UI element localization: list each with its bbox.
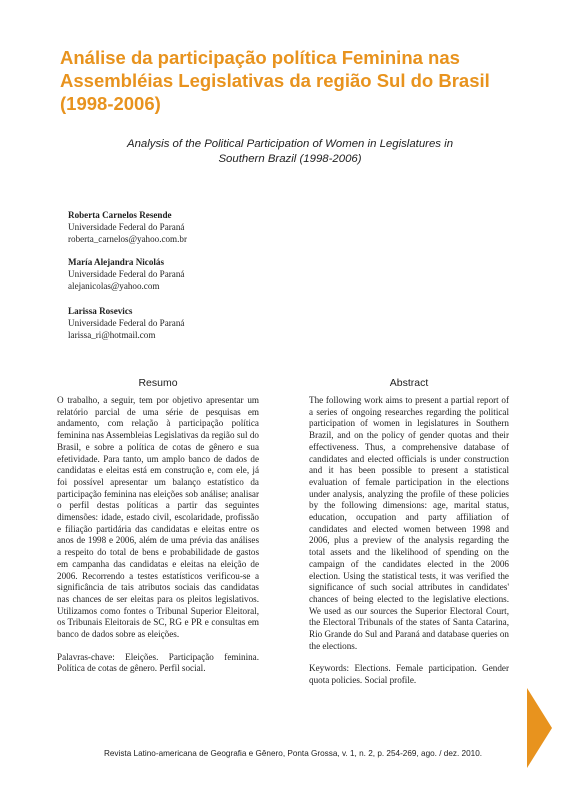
author-affiliation: Universidade Federal do Paraná (68, 222, 185, 232)
abstract-section (309, 395, 509, 687)
author-block (68, 256, 184, 292)
article-title-line: Análise da participação política Feminina nas (60, 47, 460, 68)
author-affiliation: Universidade Federal do Paraná (68, 318, 185, 328)
english-title-line: Southern Brazil (1998-2006) (218, 153, 362, 165)
author-email: alejanicolas@yahoo.com (68, 281, 160, 291)
resumo-text: O trabalho, a seguir, tem por objetivo apresentar um relatório parcial de uma série de pesquisas em andamento, com relação à participação política feminina nas Assembleias Legislativas da região sul do Brasil, e sobre a política de cotas de gênero e sua efetividade. Para tanto, um amplo banco de dados de candidatas e eleitas está em construção e, com ele, já foi possível apresentar um balanço estatístico da participação feminina nas eleições sob análise; analisar o perfil destas políticas a partir das seguintes dimensões: idade, estado civil, escolaridade, profissão e filiação partidária das candidatas e eleitas entre os anos de 1998 e 2006, além de uma prévia das análises a respeito do total de bens e probabilidade de gastos em campanha das candidatas e eleitas na eleição de 2006. Recorrendo a testes estatísticos verificou-se a significância de tais atributos sociais das candidatas nas chances de ser eleitas para os pleitos legislativos. Utilizamos como fontes o Tribunal Superior Eleitoral, os Tribunais Eleitorais de SC, RG e PR e consultas em banco de dados sobre as eleições. (57, 395, 259, 640)
chevron-right-icon[interactable] (527, 688, 552, 768)
article-title (60, 46, 530, 115)
resumo-section (57, 395, 259, 675)
abstract-keywords: Keywords: Elections. Female participation. Gender quota policies. Social profile. (309, 663, 509, 686)
article-title-line: Assembléias Legislativas da região Sul do Brasil (60, 70, 490, 91)
author-name: Larissa Rosevics (68, 306, 133, 316)
resumo-keywords: Palavras-chave: Eleições. Participação feminina. Política de cotas de gênero. Perfil social. (57, 651, 259, 674)
journal-footer: Revista Latino-americana de Geografia e Gênero, Ponta Grossa, v. 1, n. 2, p. 254-269, ago. / dez. 2010. (103, 749, 483, 758)
article-title-line: (1998-2006) (60, 93, 161, 114)
english-title-line: Analysis of the Political Participation of Women in Legislatures in (126, 138, 454, 150)
abstract-heading: Abstract (389, 377, 429, 389)
author-name: Roberta Carnelos Resende (68, 210, 172, 220)
abstract-text: The following work aims to present a partial report of a series of ongoing researches regarding the political participation of women in legislatures in Southern Brazil, and on the policy of gender quotas and their effectiveness. Thus, a comprehensive database of candidates and elected officials is under construction and it has been possible to present a statistical evaluation of female participation in the elections under analysis, analyzing the profile of these policies by the following dimensions: age, marital status, education, occupation and party affiliation of candidates and elected women between 1998 and 2006, plus a preview of the analysis regarding the total assets and the likelihood of spending on the campaign of the candidates elected in the 2006 election. Using the statistical tests, it was verified the significance of such social attributes in candidates' chances of being elected to the legislative elections. We used as our sources the Superior Electoral Court, the Electoral Tribunals of the states of Santa Catarina, Rio Grande do Sul and Paraná and database queries on the elections. (309, 395, 509, 651)
english-title (100, 137, 480, 167)
author-block (68, 209, 187, 245)
author-email: roberta_carnelos@yahoo.com.br (68, 234, 187, 244)
author-name: María Alejandra Nicolás (68, 257, 164, 267)
author-affiliation: Universidade Federal do Paraná (68, 269, 185, 279)
author-email: larissa_ri@hotmail.com (68, 330, 156, 340)
resumo-heading: Resumo (138, 377, 178, 389)
author-block (68, 305, 184, 341)
